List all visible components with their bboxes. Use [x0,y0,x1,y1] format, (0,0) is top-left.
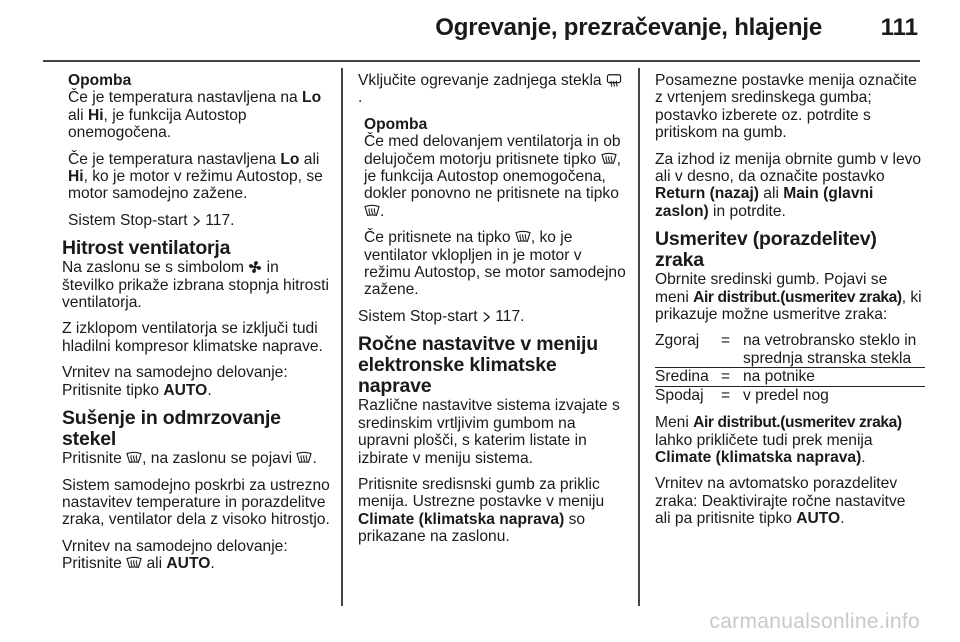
column-3 [655,72,925,537]
ref-arrow-icon [192,215,201,227]
paragraph: Različne nastavitve sistema izvajate s sredinskim vrtljivim gumbom na upravni plošči, s katerim listate in izbirate v meniju sistema. [358,397,620,467]
table-row [655,368,925,386]
paragraph: Vrnitev na avtomatsko porazdelitev zraka: Deaktivirajte ročne nastavitve ali pa pritisnite tipko AUTO. [655,475,906,528]
paragraph: Pritisnite sredisnski gumb za priklic menija. Ustrezne postavke v meniju Climate (klimatska naprava) so prikazane na zaslonu. [358,475,605,546]
section-heading-air-distribution: Usmeritev (porazdelitev) zraka [655,228,877,272]
windscreen-defrost-icon [296,451,312,465]
section-heading-fan-speed: Hitrost ventilatorja [62,237,231,260]
rear-window-defrost-icon [606,73,622,87]
direction-key: Spodaj [655,386,721,404]
page-title: Ogrevanje, prezračevanje, hlajenje [435,14,822,41]
note-heading: Opomba [364,115,428,133]
note-fan-autostop [358,116,626,299]
cross-reference[interactable]: Sistem Stop-start 117. [68,211,235,229]
windscreen-defrost-icon [601,152,617,166]
section-heading-manual-settings: Ročne nastavitve v meniju elektronske klimatske naprave [358,333,598,398]
table-row [655,386,925,404]
equals-sign: = [721,368,743,386]
column-divider-2 [638,68,640,606]
note-paragraph: Če med delovanjem ventilatorja in ob delujočem motorju pritisnete tipko , je funkcija Autostop onemogočena, dokler ponovno ne pritisnete na tipko . [364,133,621,220]
fan-icon [248,260,262,274]
column-2 [358,72,626,555]
direction-key: Zgoraj [655,332,700,350]
equals-sign: = [721,332,731,350]
page-number: 111 [880,14,918,41]
windscreen-defrost-icon [126,556,142,570]
paragraph: Za izhod iz menija obrnite gumb v levo ali v desno, da označite postavko Return (nazaj) ali Main (glavni zaslon) in potrdite. [655,150,922,220]
paragraph: Vključite ogrevanje zadnjega stekla . [358,72,626,107]
section-heading-defrost: Sušenje in odmrzovanje stekel [62,407,281,451]
paragraph: Obrnite sredinski gumb. Pojavi se meni Air distribut.(usmeritev zraka), ki prikazuje možne usmeritve zraka: [655,271,922,324]
column-1 [62,72,330,582]
watermark: carmanualsonline.info [709,610,920,633]
paragraph: Pritisnite , na zaslonu se pojavi . [62,450,317,468]
paragraph: Na zaslonu se s simbolom in številko prikaže izbrana stopnja hitrosti ventilatorja. [62,259,329,312]
note-temperature [62,72,330,229]
direction-key: Sredina [655,368,721,386]
windscreen-defrost-icon [126,451,142,465]
note-paragraph: Če je temperatura nastavljena Lo ali Hi, ko je motor v režimu Autostop, se motor samodejno zažene. [68,150,323,203]
page-header [0,0,960,60]
air-direction-table [655,332,925,404]
column-divider-1 [341,68,343,606]
note-paragraph: Če je temperatura nastavljena na Lo ali Hi, je funkcija Autostop onemogočena. [68,89,322,142]
cross-reference[interactable]: Sistem Stop-start 117. [358,307,525,325]
direction-value: na vetrobransko steklo in sprednja stranska stekla [743,332,917,367]
direction-value: v predel nog [743,386,925,404]
paragraph: Vrnitev na samodejno delovanje: Pritisnite tipko AUTO. [62,364,288,399]
direction-value: na potnike [743,368,925,386]
paragraph: Vrnitev na samodejno delovanje: Pritisnite ali AUTO. [62,537,288,573]
windscreen-defrost-icon [364,204,380,218]
equals-sign: = [721,386,743,404]
ref-arrow-icon [482,311,491,323]
header-rule [43,60,920,62]
paragraph: Meni Air distribut.(usmeritev zraka) lahko prikličete tudi prek menija Climate (klimatska naprava). [655,414,902,466]
paragraph: Sistem samodejno poskrbi za ustrezno nastavitev temperature in porazdelitve zraka, ventilator dela z visoko hitrostjo. [62,476,330,529]
table-row [655,332,925,367]
paragraph: Z izklopom ventilatorja se izključi tudi hladilni kompresor klimatske naprave. [62,320,323,355]
note-paragraph: Če pritisnete na tipko , ko je ventilator vklopljen in je motor v režimu Autostop, se motor samodejno zažene. [364,229,626,299]
note-heading: Opomba [68,72,132,89]
paragraph: Posamezne postavke menija označite z vrtenjem sredinskega gumba; postavko izberete oz. potrdite s pritiskom na gumb. [655,72,917,142]
windscreen-defrost-icon [515,230,531,244]
